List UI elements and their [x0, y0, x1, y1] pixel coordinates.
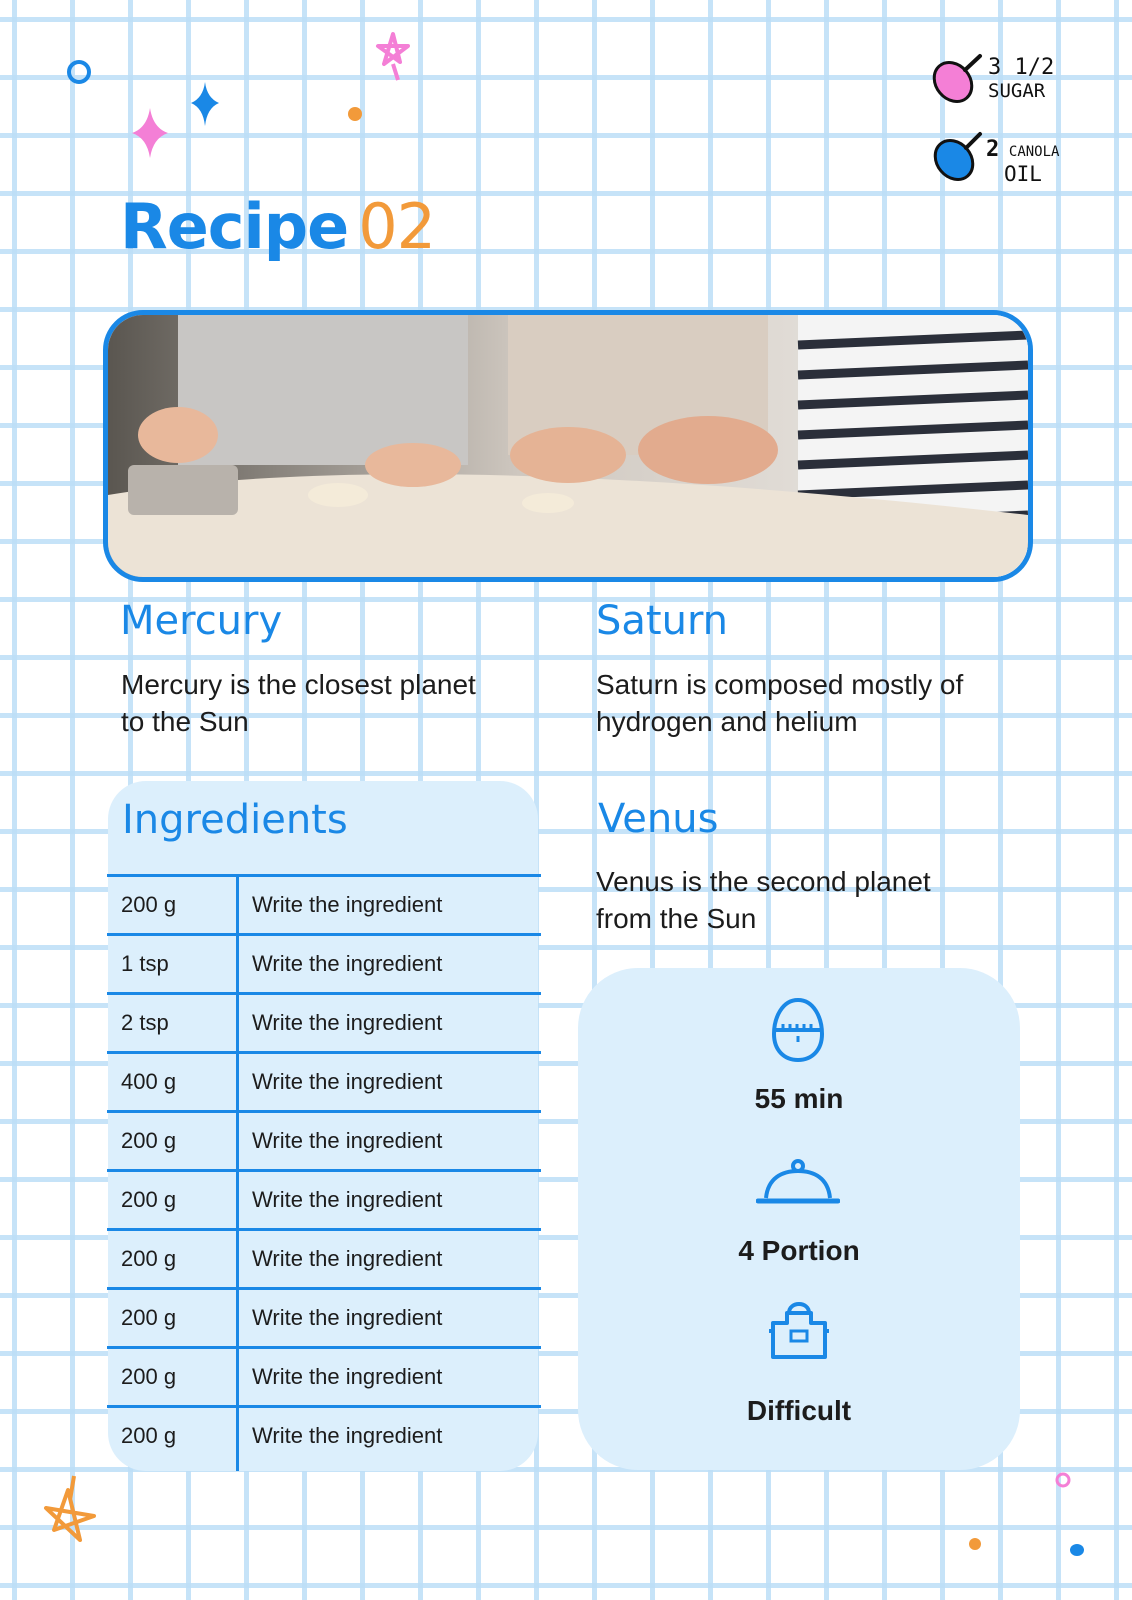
ingredient-name: Write the ingredient — [252, 1423, 443, 1448]
mercury-heading: Mercury — [120, 598, 283, 644]
ingredient-name: Write the ingredient — [252, 1010, 443, 1035]
star-doodle — [46, 1476, 94, 1540]
venus-text-line2: from the Sun — [596, 903, 757, 934]
note-oil-item: OIL — [1004, 162, 1042, 186]
ingredient-name: Write the ingredient — [252, 1128, 443, 1153]
ingredient-qty: 200 g — [121, 1305, 177, 1330]
saturn-text — [596, 666, 963, 740]
ingredients-table — [107, 874, 541, 1464]
ingredient-name: Write the ingredient — [252, 892, 443, 917]
ring-decoration — [1057, 1474, 1069, 1486]
table-row — [107, 1110, 541, 1169]
ingredient-qty: 400 g — [121, 1069, 177, 1094]
spoon-blue-icon — [927, 133, 980, 187]
ingredient-qty: 200 g — [121, 1423, 177, 1448]
table-divider — [236, 874, 239, 1471]
sparkle-decoration — [191, 82, 219, 126]
table-row — [107, 1228, 541, 1287]
ingredient-name: Write the ingredient — [252, 1069, 443, 1094]
dot-decoration — [1070, 1544, 1084, 1556]
table-row — [107, 1405, 541, 1464]
mercury-text — [121, 666, 476, 740]
table-row — [107, 1169, 541, 1228]
note-sugar — [988, 56, 1054, 102]
difficulty-value: Difficult — [746, 1395, 852, 1426]
saturn-text-line1: Saturn is composed mostly of — [596, 669, 964, 700]
saturn-text-line2: hydrogen and helium — [596, 706, 858, 737]
cloche-icon — [756, 1158, 840, 1206]
timer-icon — [770, 996, 826, 1064]
star-doodle — [378, 34, 408, 80]
ingredient-qty: 200 g — [121, 1246, 177, 1271]
ingredient-name: Write the ingredient — [252, 1305, 443, 1330]
table-row — [107, 1051, 541, 1110]
note-sugar-amount: 3 1/2 — [988, 55, 1055, 80]
dot-decoration — [348, 107, 362, 121]
mercury-text-line2: to the Sun — [121, 706, 249, 737]
note-oil-amount: 2 — [986, 137, 1000, 162]
mercury-text-line1: Mercury is the closest planet — [121, 669, 476, 700]
table-row — [107, 1287, 541, 1346]
sparkle-decoration — [132, 108, 168, 158]
recipe-photo — [103, 310, 1033, 582]
saturn-heading: Saturn — [596, 598, 729, 644]
ingredient-qty: 2 tsp — [121, 1010, 169, 1035]
ingredient-name: Write the ingredient — [252, 951, 443, 976]
note-oil-sub: CANOLA — [1008, 144, 1060, 160]
apron-icon — [767, 1297, 831, 1361]
table-row — [107, 992, 541, 1051]
venus-text — [596, 863, 931, 937]
ingredient-name: Write the ingredient — [252, 1246, 443, 1271]
venus-text-line1: Venus is the second planet — [596, 866, 931, 897]
note-sugar-item: SUGAR — [988, 80, 1046, 102]
table-row — [107, 1346, 541, 1405]
table-row — [107, 874, 541, 933]
note-oil — [986, 137, 1059, 186]
table-row — [107, 933, 541, 992]
ingredient-name: Write the ingredient — [252, 1187, 443, 1212]
title-word: Recipe — [120, 190, 349, 263]
ingredient-qty: 200 g — [121, 1128, 177, 1153]
ingredient-qty: 200 g — [121, 1364, 177, 1389]
page-title — [120, 190, 435, 263]
ingredient-qty: 200 g — [121, 1187, 177, 1212]
venus-heading: Venus — [598, 796, 719, 842]
title-number: 02 — [358, 190, 436, 263]
spoon-pink-icon — [926, 55, 980, 109]
dot-decoration — [969, 1538, 981, 1550]
time-value: 55 min — [754, 1083, 844, 1114]
portion-value: 4 Portion — [738, 1235, 860, 1266]
ingredients-heading: Ingredients — [122, 797, 348, 843]
ingredient-qty: 200 g — [121, 892, 177, 917]
ingredient-qty: 1 tsp — [121, 951, 169, 976]
ring-decoration — [69, 62, 89, 82]
ingredient-name: Write the ingredient — [252, 1364, 443, 1389]
